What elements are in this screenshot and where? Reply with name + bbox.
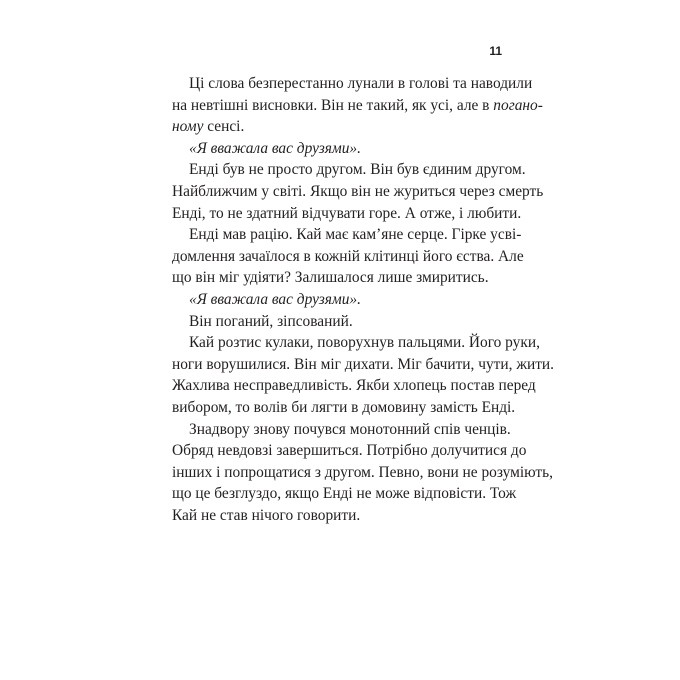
text-line: Ці слова безперестанно лунали в голові та наводили	[189, 75, 533, 92]
text-span: сенсі.	[203, 118, 245, 136]
text-line: Енді мав рацію. Кай має кам’яне серце. Гірке усві-	[189, 226, 522, 244]
text-line: Кай розтис кулаки, поворухнув пальцями. Його руки,	[189, 334, 540, 352]
quote-line: «Я вважала вас друзями».	[189, 139, 361, 157]
text-line: вибором, то волів би лягти в домовину замість Енді.	[172, 398, 516, 416]
text-line: Найближчим у світі. Якщо він не журиться через смерть	[172, 182, 544, 200]
text-line: Кай не став нічого говорити.	[172, 506, 361, 524]
page-number: 11	[489, 44, 502, 58]
text-line: Він поганий, зіпсований.	[189, 312, 353, 330]
body-text	[172, 73, 555, 526]
quote-line: «Я вважала вас друзями».	[189, 290, 361, 308]
text-line: що це безглуздо, якщо Енді не може відповісти. Тож	[172, 485, 517, 503]
text-line: домлення зачаїлося в кожній клітинці його єства. Але	[172, 247, 524, 265]
text-line: Енді, то не здатний відчувати горе. А отже, і любити.	[172, 204, 522, 222]
italic-span: ному	[172, 118, 204, 136]
text-line	[172, 95, 543, 117]
text-span: на невтішні висновки. Він не такий, як усі, але в	[172, 96, 494, 114]
italic-span: погано-	[493, 96, 543, 114]
text-line: Обряд невдовзі завершиться. Потрібно долучитися до	[172, 442, 527, 460]
text-line: інших і попрощатися з другом. Певно, вони не розуміють,	[172, 463, 554, 481]
text-line: Жахлива несправедливість. Якби хлопець постав перед	[172, 377, 536, 395]
text-line: Знадвору знову почувся монотонний спів ченців.	[189, 420, 511, 438]
text-line: ноги ворушилися. Він міг дихати. Міг бачити, чути, жити.	[172, 355, 555, 373]
text-line: що він міг удіяти? Залишалося лише змиритись.	[172, 269, 489, 287]
text-line	[172, 116, 498, 138]
text-line: Енді був не просто другом. Він був єдиним другом.	[189, 161, 526, 179]
